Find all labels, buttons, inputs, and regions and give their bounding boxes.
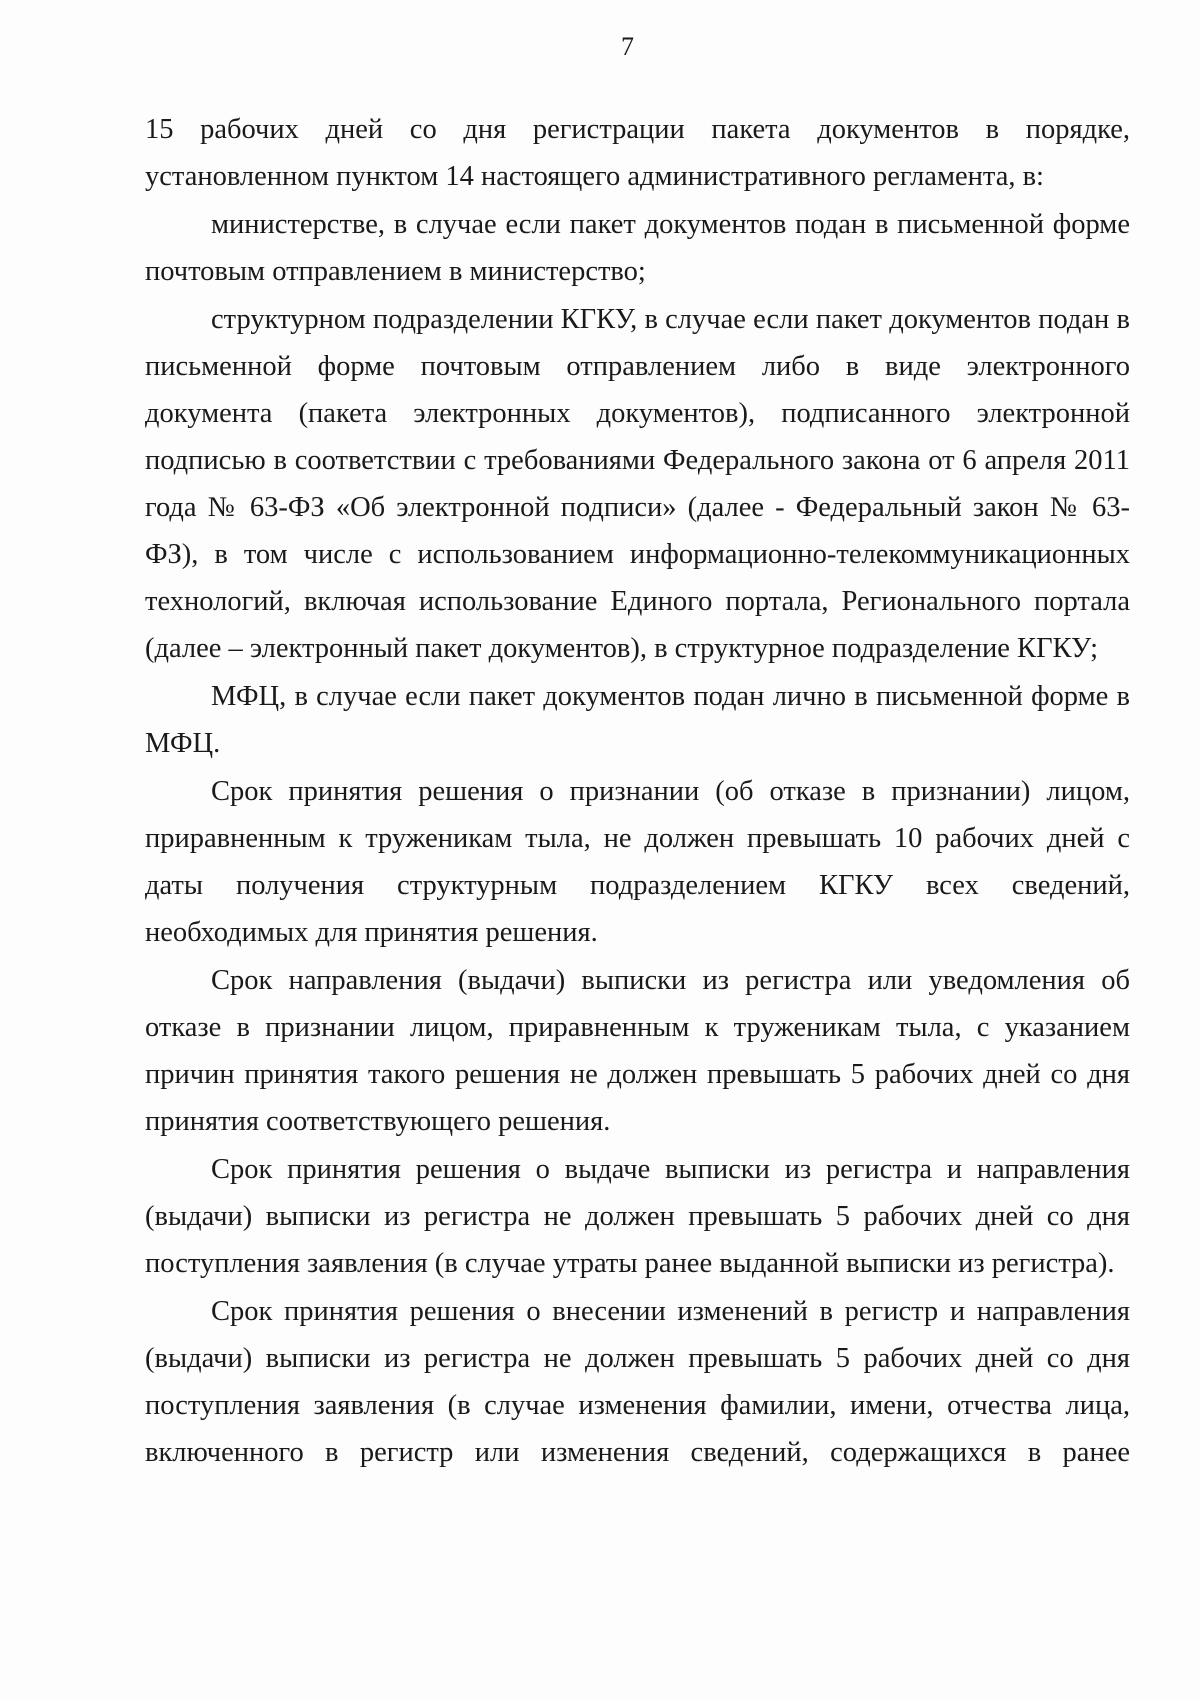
paragraph-notification-term: Срок направления (выдачи) выписки из регистра или уведомления об отказе в признании лицом, приравненным к труженикам тыла, с указанием причин принятия такого решения не должен превышать 5 рабочих дней со дня принятия соответствующего решения.: [145, 965, 1130, 1137]
paragraph-mfc: МФЦ, в случае если пакет документов подан лично в письменной форме в МФЦ.: [145, 681, 1130, 759]
paragraph-ministry: министерстве, в случае если пакет документов подан в письменной форме почтовым отправлением в министерство;: [145, 209, 1130, 287]
paragraph-duplicate-term: Срок принятия решения о выдаче выписки из регистра и направления (выдачи) выписки из регистра не должен превышать 5 рабочих дней со дня поступления заявления (в случае утраты ранее выданной выписки из регистра).: [145, 1154, 1130, 1279]
paragraph-continuation: 15 рабочих дней со дня регистрации пакета документов в порядке, установленном пунктом 14 настоящего административного регламента, в:: [145, 114, 1130, 192]
page-number: 7: [621, 32, 634, 61]
paragraph-decision-term: Срок принятия решения о признании (об отказе в признании) лицом, приравненным к труженикам тыла, не должен превышать 10 рабочих дней с даты получения структурным подразделением КГКУ всех сведений, необходимых для принятия решения.: [145, 776, 1130, 948]
paragraph-kgku: структурном подразделении КГКУ, в случае если пакет документов подан в письменной форме почтовым отправлением либо в виде электронного документа (пакета электронных документов), подписанного электронной подписью в соответствии с требованиями Федерального закона от 6 апреля 2011 года № 63-ФЗ «Об электронной подписи» (далее - Федеральный закон № 63-ФЗ), в том числе с использованием информационно-телекоммуникационных технологий, включая использование Единого портала, Регионального портала (далее – электронный пакет документов), в структурное подразделение КГКУ;: [145, 304, 1130, 664]
document-body: [145, 106, 1130, 1477]
paragraph-changes-term: Срок принятия решения о внесении изменений в регистр и направления (выдачи) выписки из регистра не должен превышать 5 рабочих дней со дня поступления заявления (в случае изменения фамилии, имени, отчества лица, включенного в регистр или изменения сведений, содержащихся в ранее: [145, 1296, 1130, 1468]
